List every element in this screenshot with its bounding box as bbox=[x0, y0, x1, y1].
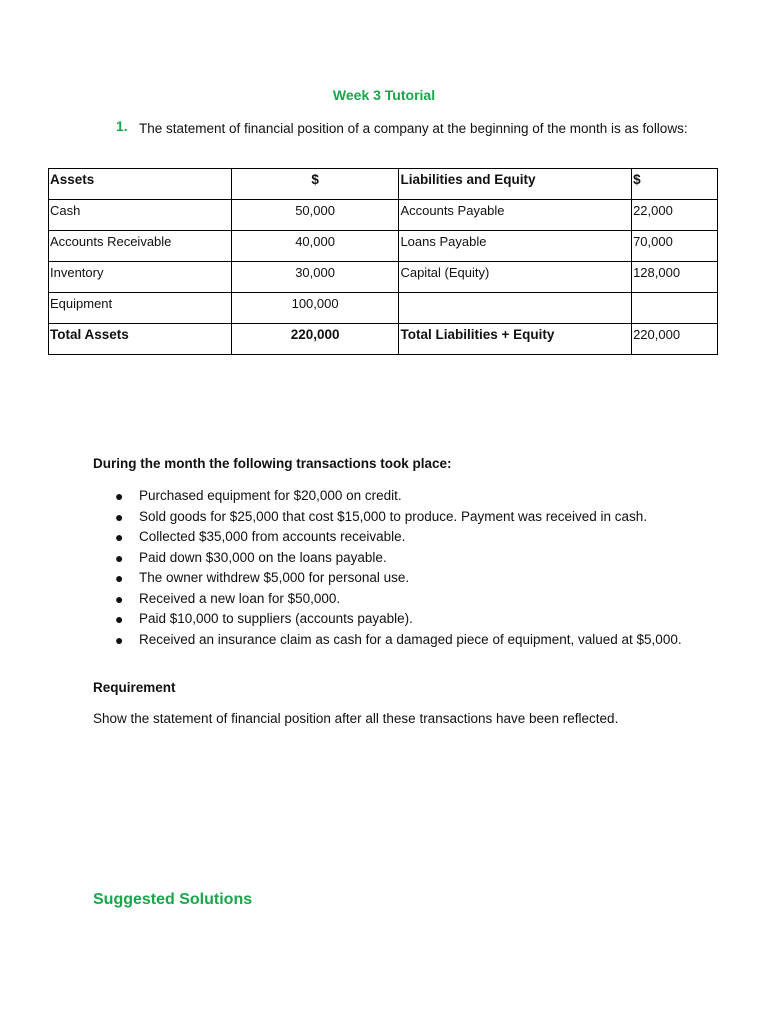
list-item-text: Sold goods for $25,000 that cost $15,000 to produce. Payment was received in cash. bbox=[139, 508, 648, 524]
list-item-text: Received a new loan for $50,000. bbox=[139, 590, 341, 606]
bullet-icon: ● bbox=[115, 611, 124, 627]
bullet-icon: ● bbox=[115, 488, 124, 504]
table-cell: Accounts Payable bbox=[399, 200, 632, 231]
table-cell: 30,000 bbox=[231, 262, 399, 293]
total-assets-label: Total Assets bbox=[49, 324, 232, 355]
table-cell: Equipment bbox=[49, 293, 232, 324]
list-item bbox=[93, 630, 683, 651]
list-item bbox=[93, 589, 683, 610]
table-cell: Capital (Equity) bbox=[399, 262, 632, 293]
list-item-text: Collected $35,000 from accounts receivable. bbox=[139, 529, 406, 544]
table-cell: Inventory bbox=[49, 262, 232, 293]
financial-position-table bbox=[48, 168, 718, 355]
table-cell bbox=[399, 293, 632, 324]
table-cell: 22,000 bbox=[632, 200, 718, 231]
table-cell: Loans Payable bbox=[399, 231, 632, 262]
requirement-heading: Requirement bbox=[93, 680, 176, 695]
table-cell: Cash bbox=[49, 200, 232, 231]
total-liabilities-value: 220,000 bbox=[632, 324, 718, 355]
requirement-text: Show the statement of financial position after all these transactions have been reflected. bbox=[93, 711, 619, 726]
question-number: 1. bbox=[116, 118, 128, 134]
list-item bbox=[93, 609, 683, 630]
table-cell: 40,000 bbox=[231, 231, 399, 262]
question-text: The statement of financial position of a company at the beginning of the month is as follows: bbox=[139, 121, 688, 136]
list-item-text: Received an insurance claim as cash for a damaged piece of equipment, valued at $5,000. bbox=[139, 631, 682, 647]
list-item bbox=[93, 548, 683, 569]
bullet-icon: ● bbox=[115, 590, 124, 607]
table-row bbox=[49, 200, 718, 231]
header-assets: Assets bbox=[49, 169, 232, 200]
transactions-list bbox=[93, 486, 683, 650]
bullet-icon: ● bbox=[115, 529, 124, 545]
list-item-text: Purchased equipment for $20,000 on credit. bbox=[139, 488, 402, 503]
list-item bbox=[93, 527, 683, 548]
list-item bbox=[93, 507, 683, 528]
list-item bbox=[93, 486, 683, 507]
total-liabilities-label: Total Liabilities + Equity bbox=[399, 324, 632, 355]
list-item-text: Paid $10,000 to suppliers (accounts payable). bbox=[139, 611, 413, 626]
table-cell: 70,000 bbox=[632, 231, 718, 262]
transactions-heading: During the month the following transactions took place: bbox=[93, 456, 452, 471]
table-cell: Accounts Receivable bbox=[49, 231, 232, 262]
total-assets-value: 220,000 bbox=[231, 324, 399, 355]
page-title: Week 3 Tutorial bbox=[332, 87, 436, 103]
bullet-icon: ● bbox=[115, 631, 124, 648]
table-row bbox=[49, 262, 718, 293]
table-row bbox=[49, 231, 718, 262]
table-header-row bbox=[49, 169, 718, 200]
bullet-icon: ● bbox=[115, 508, 124, 525]
bullet-icon: ● bbox=[115, 570, 124, 586]
list-item-text: Paid down $30,000 on the loans payable. bbox=[139, 549, 387, 565]
suggested-solutions-heading: Suggested Solutions bbox=[93, 891, 253, 908]
header-liabilities-amount: $ bbox=[632, 169, 718, 200]
table-cell: 50,000 bbox=[231, 200, 399, 231]
table-cell bbox=[632, 293, 718, 324]
list-item bbox=[93, 568, 683, 589]
table-totals-row bbox=[49, 324, 718, 355]
list-item-text: The owner withdrew $5,000 for personal use. bbox=[139, 570, 410, 585]
table-row bbox=[49, 293, 718, 324]
header-assets-amount: $ bbox=[231, 169, 399, 200]
bullet-icon: ● bbox=[115, 549, 124, 566]
table-cell: 128,000 bbox=[632, 262, 718, 293]
table-cell: 100,000 bbox=[231, 293, 399, 324]
header-liabilities: Liabilities and Equity bbox=[399, 169, 632, 200]
